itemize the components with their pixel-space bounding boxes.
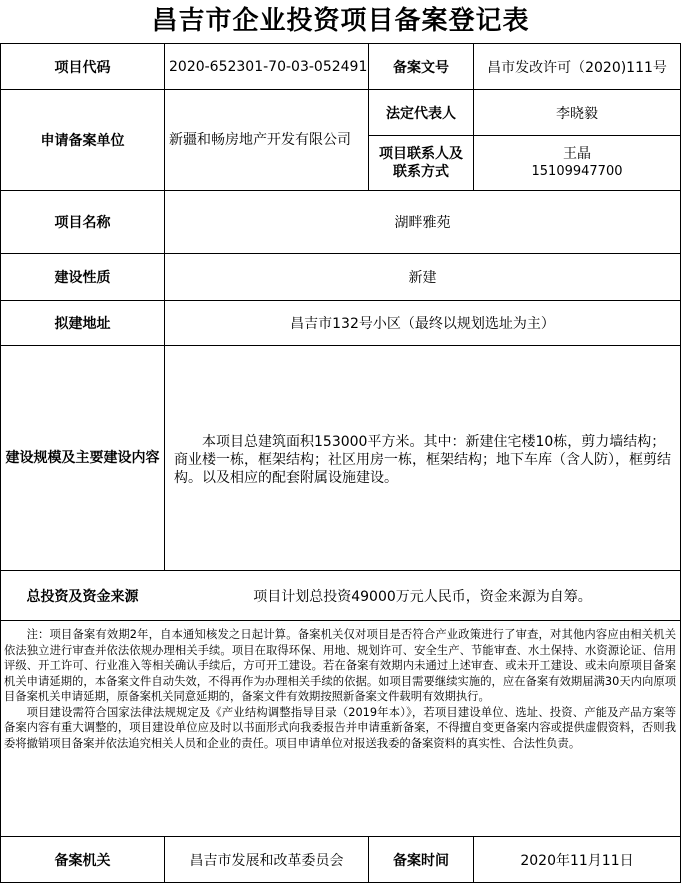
notes-section — [4, 627, 676, 751]
project-name-label: 项目名称 — [54, 215, 111, 231]
scale-value: 本项目总建筑面积153000平方米。其中：新建住宅楼10栋，剪力墙结构；商业楼一栋，框架结构；社区用房一栋，框架结构；地下车库（含人防），框剪结构。以及相应的配套附属设施建设。 — [174, 434, 671, 486]
construction-nature-value: 新建 — [408, 270, 437, 286]
note-paragraph-1: 注：项目备案有效期2年，自本通知核发之日起计算。备案机关仅对项目是否符合产业政策进行了审查，对其他内容应由相关机关依法独立进行审查并依法依规办理相关手续。项目在取得环保、用地、规划许可、安全生产、节能审查、水土保持、水资源论证、信用评级、开工许可、行业准入等相关确认手续后，方可开工建设。若在备案有效期内未通过上述审查、或未开工建设、或未向原项目备案机关申请延期的，本备案文件自动失效，不得再作为办理相关手续的依据。如项目需要继续实施的，应在备案有效期届满30天内向原项目备案机关申请延期，原备案机关同意延期的，备案文件有效期按照新备案文件载明有效期执行。 — [4, 628, 676, 703]
investment-label: 总投资及资金来源 — [26, 588, 139, 605]
project-code-value: 2020-652301-70-03-052491 — [169, 58, 368, 75]
address-label: 拟建地址 — [54, 316, 111, 332]
filing-authority-value: 昌吉市发展和改革委员会 — [189, 852, 344, 869]
project-code-label: 项目代码 — [54, 59, 111, 76]
filing-doc-no-label: 备案文号 — [393, 59, 449, 76]
filing-doc-no-value: 昌市发改许可（2020)111号 — [487, 59, 667, 76]
form-title: 昌吉市企业投资项目备案登记表 — [151, 6, 530, 36]
project-name-value: 湖畔雅苑 — [394, 215, 451, 231]
legal-rep-label: 法定代表人 — [386, 105, 456, 122]
contact-name: 王晶 — [563, 146, 591, 162]
filing-date-value: 2020年11月11日 — [520, 852, 634, 869]
contact-phone: 15109947700 — [531, 164, 623, 179]
applicant-label: 申请备案单位 — [40, 133, 125, 149]
filing-authority-label: 备案机关 — [54, 852, 111, 869]
grid-line — [0, 620, 681, 621]
address-value: 昌吉市132号小区（最终以规划选址为主） — [290, 316, 555, 332]
note-paragraph-2: 项目建设需符合国家法律法规规定及《产业结构调整指导目录（2019年本）》，若项目建设单位、选址、投资、产能及产品方案等备案内容有重大调整的，项目建设单位应及时以书面形式向我委报告并申请重新备案，不得擅自变更备案内容或提供虚假资料，否则我委将撤销项目备案并依法追究相关人员和企业的责任。项目申请单位对报送我委的备案资料的真实性、合法性负责。 — [4, 705, 676, 750]
filing-date-label: 备案时间 — [393, 852, 449, 869]
investment-value: 项目计划总投资49000万元人民币，资金来源为自筹。 — [253, 588, 592, 605]
legal-rep-value: 李晓毅 — [556, 105, 598, 122]
construction-nature-label: 建设性质 — [54, 270, 111, 286]
contact-value — [474, 136, 680, 190]
applicant-value: 新疆和畅房地产开发有限公司 — [169, 132, 351, 148]
contact-label: 项目联系人及联系方式 — [379, 146, 463, 180]
scale-label: 建设规模及主要建设内容 — [5, 450, 160, 466]
